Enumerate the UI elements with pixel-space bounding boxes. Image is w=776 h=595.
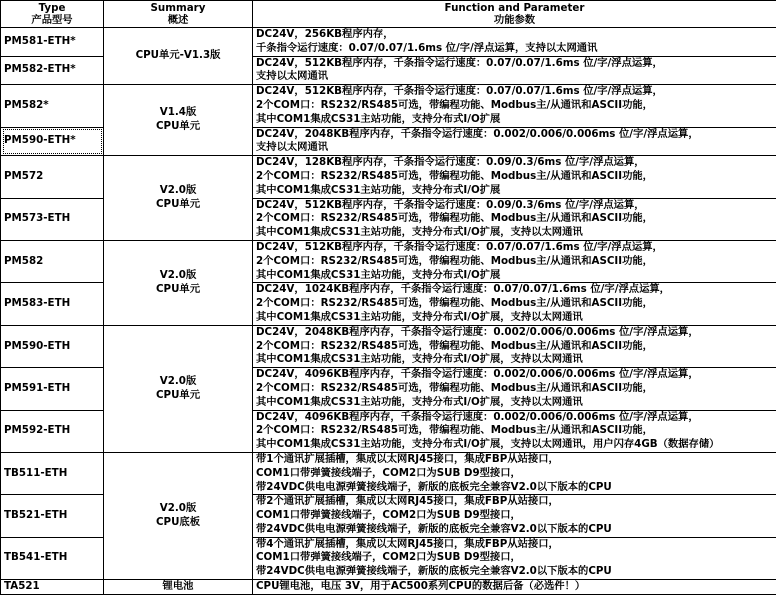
function-cell — [253, 410, 776, 452]
function-line: 2个COM口：RS232/RS485可选，带编程功能、Modbus主/从通讯和ASCII功能， — [256, 170, 773, 184]
function-line: 带24VDC供电电源弹簧接线端子，新版的底板完全兼容V2.0以下版本的CPU — [256, 523, 773, 537]
type-cell: PM572 — [1, 156, 104, 198]
summary-cell: CPU单元-V1.3版 — [104, 28, 253, 85]
table-row — [1, 452, 776, 494]
summary-header-en: Summary — [107, 2, 249, 15]
function-line: DC24V，4096KB程序内存，千条指令运行速度：0.002/0.006/0.006ms 位/字/浮点运算， — [256, 411, 773, 425]
function-line: DC24V，2048KB程序内存，千条指令运行速度：0.002/0.006/0.006ms 位/字/浮点运算， — [256, 326, 773, 340]
type-cell: PM582* — [1, 85, 104, 127]
function-line: 带2个通讯扩展插槽，集成以太网RJ45接口，集成FBP从站接口， — [256, 495, 773, 509]
type-cell: TB511-ETH — [1, 452, 104, 494]
function-line: COM1口带弹簧接线端子，COM2口为SUB D9型接口， — [256, 551, 773, 565]
function-line: 其中COM1集成CS31主站功能，支持分布式I/O扩展，支持以太网通讯 — [256, 226, 773, 240]
type-cell: PM581-ETH* — [1, 28, 104, 57]
function-cell — [253, 56, 776, 85]
type-cell: PM582-ETH* — [1, 56, 104, 85]
type-header-cn: 产品型号 — [4, 14, 100, 27]
function-cell — [253, 28, 776, 57]
function-line: 2个COM口：RS232/RS485可选，带编程功能、Modbus主/从通讯和ASCII功能， — [256, 424, 773, 438]
function-line: 2个COM口：RS232/RS485可选，带编程功能、Modbus主/从通讯和ASCII功能， — [256, 255, 773, 269]
summary-line: V2.0版 — [107, 502, 249, 516]
summary-line: V2.0版 — [107, 269, 249, 283]
function-cell — [253, 325, 776, 367]
table-row — [1, 28, 776, 57]
summary-header — [104, 1, 253, 28]
type-cell: TB521-ETH — [1, 495, 104, 537]
function-cell — [253, 85, 776, 127]
summary-header-cn: 概述 — [107, 14, 249, 27]
type-cell: PM573-ETH — [1, 198, 104, 240]
summary-cell — [104, 240, 253, 325]
type-cell: PM590-ETH — [1, 325, 104, 367]
function-line: 千条指令运行速度：0.07/0.07/1.6ms 位/字/浮点运算，支持以太网通讯 — [256, 42, 773, 56]
function-line: 其中COM1集成CS31主站功能，支持分布式I/O扩展，支持以太网通讯 — [256, 311, 773, 325]
function-line: 其中COM1集成CS31主站功能，支持分布式I/O扩展，支持以太网通讯 — [256, 396, 773, 410]
function-line: 带1个通讯扩展插槽，集成以太网RJ45接口，集成FBP从站接口， — [256, 453, 773, 467]
function-header — [253, 1, 776, 28]
type-cell: PM592-ETH — [1, 410, 104, 452]
function-line: 带24VDC供电电源弹簧接线端子，新版的底板完全兼容V2.0以下版本的CPU — [256, 481, 773, 495]
function-cell — [253, 240, 776, 282]
function-line: DC24V，1024KB程序内存，千条指令运行速度：0.07/0.07/1.6ms 位/字/浮点运算， — [256, 283, 773, 297]
function-line: CPU锂电池，电压 3V，用于AC500系列CPU的数据后备（必选件！） — [256, 580, 773, 594]
summary-line: CPU单元 — [107, 389, 249, 403]
summary-cell: 锂电池 — [104, 580, 253, 595]
summary-cell — [104, 325, 253, 452]
function-line: 带4个通讯扩展插槽，集成以太网RJ45接口，集成FBP从站接口， — [256, 538, 773, 552]
function-cell — [253, 452, 776, 494]
function-cell — [253, 537, 776, 579]
function-line: DC24V，512KB程序内存，千条指令运行速度：0.07/0.07/1.6ms 位/字/浮点运算， — [256, 85, 773, 99]
header-row — [1, 1, 776, 28]
table-row — [1, 240, 776, 282]
function-cell — [253, 495, 776, 537]
summary-cell — [104, 156, 253, 241]
type-cell: PM583-ETH — [1, 283, 104, 325]
table-row — [1, 325, 776, 367]
summary-cell — [104, 452, 253, 579]
summary-line: CPU单元 — [107, 198, 249, 212]
function-line: DC24V，512KB程序内存，千条指令运行速度：0.07/0.07/1.6ms 位/字/浮点运算， — [256, 57, 773, 71]
type-cell: PM582 — [1, 240, 104, 282]
summary-line: CPU单元 — [107, 120, 249, 134]
function-line: 其中COM1集成CS31主站功能，支持分布式I/O扩展，支持以太网通讯 — [256, 353, 773, 367]
table-row — [1, 156, 776, 198]
function-cell — [253, 156, 776, 198]
function-line: 其中COM1集成CS31主站功能，支持分布式I/O扩展，支持以太网通讯，用户闪存4GB（数据存储） — [256, 438, 773, 452]
function-cell — [253, 198, 776, 240]
type-cell: PM590-ETH* — [1, 127, 104, 156]
function-header-en: Function and Parameter — [256, 2, 773, 15]
type-cell: TA521 — [1, 580, 104, 595]
summary-line: V2.0版 — [107, 375, 249, 389]
function-line: 支持以太网通讯 — [256, 70, 773, 84]
function-line: 2个COM口：RS232/RS485可选，带编程功能、Modbus主/从通讯和ASCII功能， — [256, 212, 773, 226]
function-line: 其中COM1集成CS31主站功能，支持分布式I/O扩展 — [256, 113, 773, 127]
function-line: DC24V，128KB程序内存，千条指令运行速度：0.09/0.3/6ms 位/字/浮点运算， — [256, 156, 773, 170]
function-line: DC24V，2048KB程序内存，千条指令运行速度：0.002/0.006/0.006ms 位/字/浮点运算， — [256, 128, 773, 142]
type-cell: TB541-ETH — [1, 537, 104, 579]
table-row — [1, 85, 776, 127]
function-line: 支持以太网通讯 — [256, 141, 773, 155]
function-line: DC24V，256KB程序内存， — [256, 28, 773, 42]
function-line: COM1口带弹簧接线端子，COM2口为SUB D9型接口， — [256, 509, 773, 523]
function-line: 2个COM口：RS232/RS485可选，带编程功能、Modbus主/从通讯和ASCII功能， — [256, 99, 773, 113]
function-cell — [253, 368, 776, 410]
function-line: 2个COM口：RS232/RS485可选，带编程功能、Modbus主/从通讯和ASCII功能， — [256, 297, 773, 311]
summary-cell — [104, 85, 253, 156]
function-cell — [253, 127, 776, 156]
type-header — [1, 1, 104, 28]
function-line: 2个COM口：RS232/RS485可选，带编程功能、Modbus主/从通讯和ASCII功能， — [256, 382, 773, 396]
type-cell: PM591-ETH — [1, 368, 104, 410]
function-line: DC24V，512KB程序内存，千条指令运行速度：0.07/0.07/1.6ms 位/字/浮点运算， — [256, 241, 773, 255]
function-line: DC24V，512KB程序内存，千条指令运行速度：0.09/0.3/6ms 位/字/浮点运算， — [256, 199, 773, 213]
function-line: DC24V，4096KB程序内存，千条指令运行速度：0.002/0.006/0.006ms 位/字/浮点运算， — [256, 368, 773, 382]
function-cell — [253, 283, 776, 325]
function-line: 其中COM1集成CS31主站功能，支持分布式I/O扩展 — [256, 269, 773, 283]
summary-line: V1.4版 — [107, 106, 249, 120]
function-line: 其中COM1集成CS31主站功能，支持分布式I/O扩展 — [256, 184, 773, 198]
function-line: 2个COM口：RS232/RS485可选，带编程功能、Modbus主/从通讯和ASCII功能， — [256, 340, 773, 354]
summary-line: CPU底板 — [107, 516, 249, 530]
summary-line: V2.0版 — [107, 184, 249, 198]
type-header-en: Type — [4, 2, 100, 15]
function-line: COM1口带弹簧接线端子，COM2口为SUB D9型接口， — [256, 467, 773, 481]
function-header-cn: 功能参数 — [256, 14, 773, 27]
function-line: 带24VDC供电电源弹簧接线端子，新版的底板完全兼容V2.0以下版本的CPU — [256, 565, 773, 579]
summary-line: CPU单元 — [107, 283, 249, 297]
